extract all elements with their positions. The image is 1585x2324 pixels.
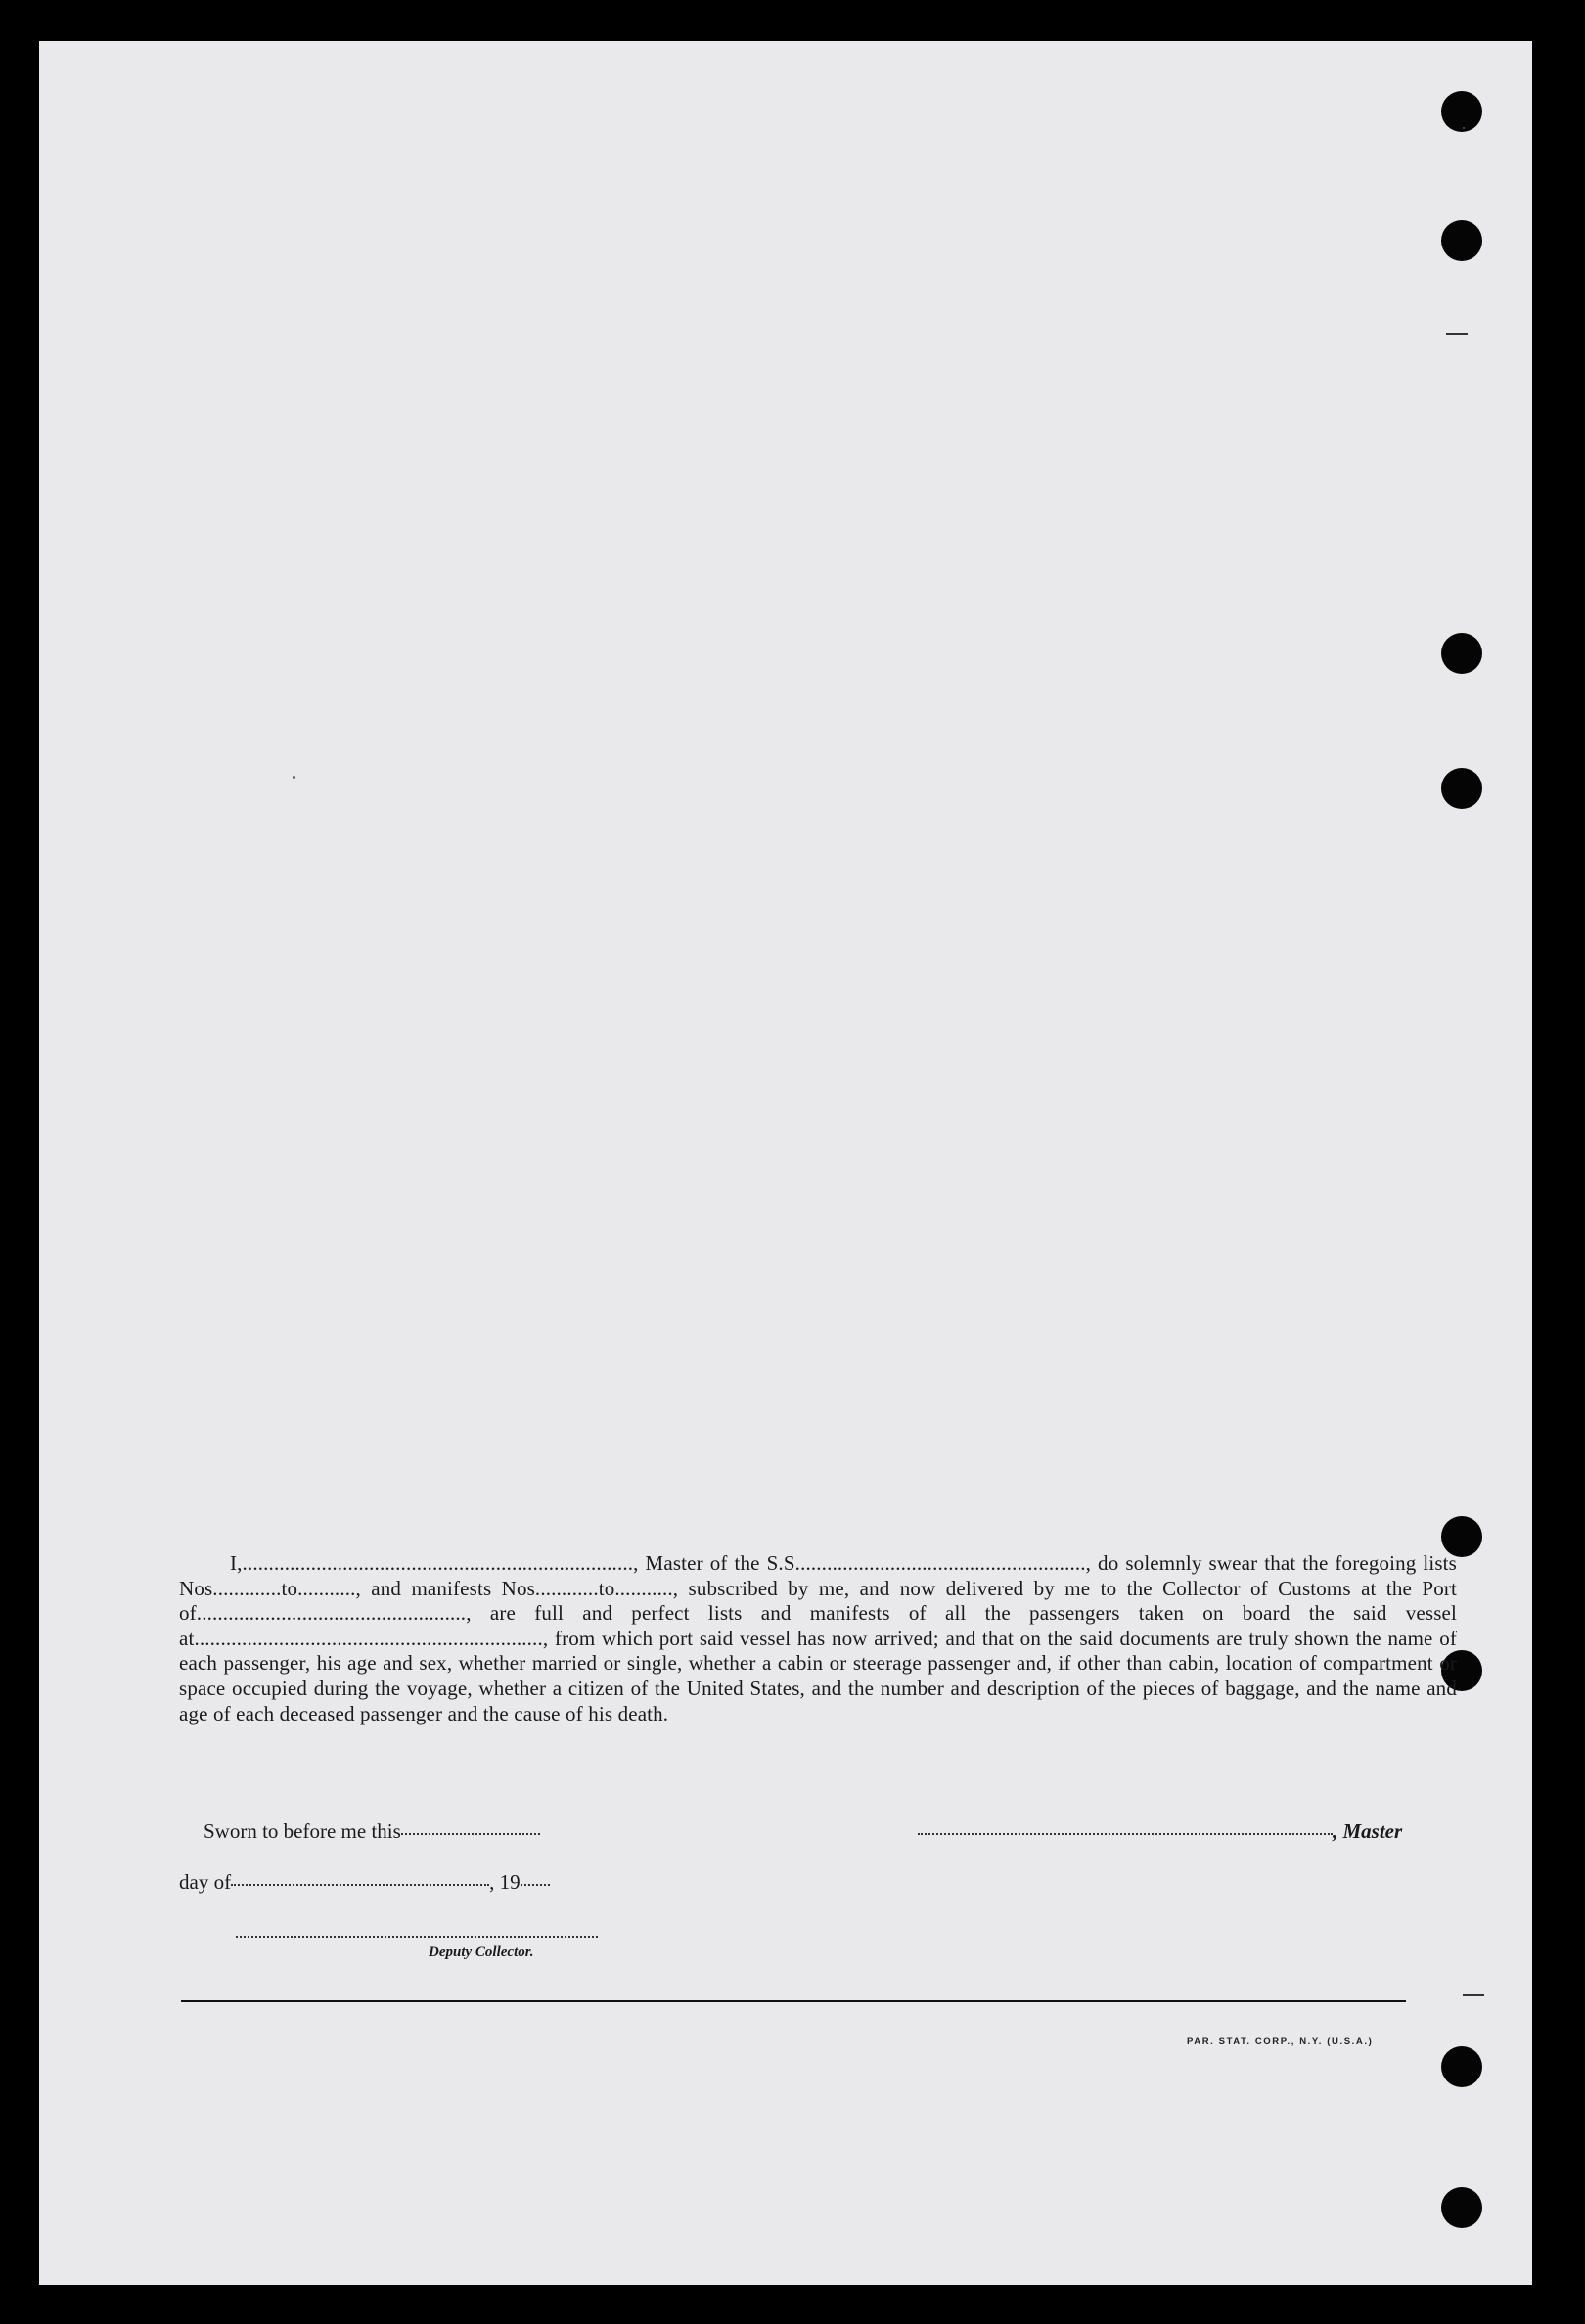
paper-speck	[1463, 127, 1465, 129]
sworn-label: Sworn to before me this	[204, 1819, 401, 1843]
punch-hole	[1441, 220, 1482, 261]
footer-rule	[181, 2000, 1406, 2002]
master-signature-field[interactable]	[918, 1833, 1333, 1835]
sworn-date-field[interactable]	[401, 1833, 540, 1835]
punch-hole	[1441, 91, 1482, 132]
master-label: , Master	[1333, 1819, 1403, 1843]
punch-hole	[1441, 2187, 1482, 2228]
day-of-field[interactable]	[231, 1884, 489, 1886]
punch-hole	[1441, 2046, 1482, 2087]
deputy-collector-label: Deputy Collector.	[429, 1944, 534, 1960]
day-line	[179, 1870, 550, 1895]
margin-mark	[1446, 333, 1468, 335]
document-page	[39, 41, 1532, 2285]
oath-text-block	[179, 1551, 1457, 1726]
year-label: , 19	[489, 1870, 521, 1894]
punch-hole	[1441, 633, 1482, 674]
deputy-collector-signature-field[interactable]	[236, 1936, 598, 1938]
punch-hole	[1441, 768, 1482, 809]
oath-paragraph: I,.........................................................................., Master of the S.S......................................................., do solemnly swear that the foregoing lists Nos.............to..........., and manifests Nos............to..........., subscribed by me, and now delivered by me to the Collector of Customs at the Port of..................................................., are full and perfect lists and manifests of all the passengers taken on board the said vessel at.................................................................., from which port said vessel has now arrived; and that on the said documents are truly shown the name of each passenger, his age and sex, whether married or single, whether a cabin or steerage passenger and, if other than cabin, location of compartment or space occupied during the voyage, whether a citizen of the United States, and the number and description of the pieces of baggage, and the name and age of each deceased passenger and the cause of his death.	[179, 1551, 1457, 1725]
sworn-line	[204, 1819, 540, 1844]
year-field[interactable]	[521, 1884, 550, 1886]
margin-mark	[1463, 1994, 1484, 1996]
master-signature-line	[918, 1819, 1402, 1844]
day-of-label: day of	[179, 1870, 232, 1894]
paper-speck	[293, 776, 295, 779]
printer-imprint: PAR. STAT. CORP., N.Y. (U.S.A.)	[1187, 2036, 1374, 2047]
